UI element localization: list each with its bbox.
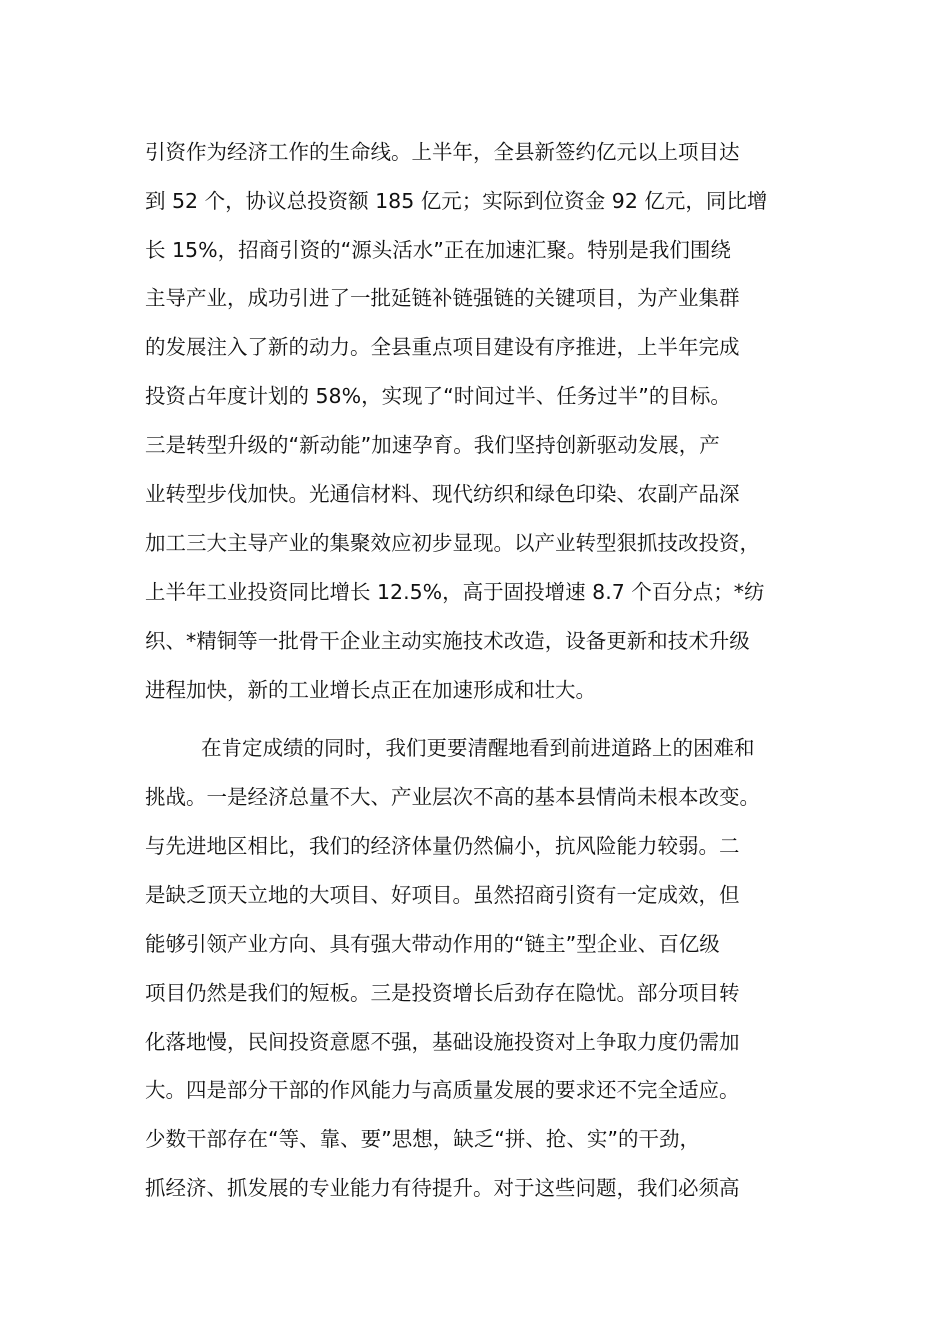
paragraph-2-line-1: 在肯定成绩的同时，我们更要清醒地看到前进道路上的困难和 xyxy=(201,736,755,760)
paragraph-2-line-6: 项目仍然是我们的短板。三是投资增长后劲存在隐忧。部分项目转 xyxy=(145,981,740,1005)
paragraph-1-line-12: 进程加快，新的工业增长点正在加速形成和壮大。 xyxy=(145,678,596,702)
paragraph-1-line-8: 业转型步伐加快。光通信材料、现代纺织和绿色印染、农副产品深 xyxy=(145,482,740,506)
paragraph-2-line-8: 大。四是部分干部的作风能力与高质量发展的要求还不完全适应。 xyxy=(145,1078,740,1102)
paragraph-1-line-11: 织、*精铜等一批骨干企业主动实施技术改造，设备更新和技术升级 xyxy=(145,629,750,653)
paragraph-1-line-3: 长 15%，招商引资的“源头活水”正在加速汇聚。特别是我们围绕 xyxy=(145,238,731,262)
paragraph-1-line-1: 引资作为经济工作的生命线。上半年，全县新签约亿元以上项目达 xyxy=(145,140,740,164)
paragraph-1-line-4: 主导产业，成功引进了一批延链补链强链的关键项目，为产业集群 xyxy=(145,286,740,310)
paragraph-2-line-2: 挑战。一是经济总量不大、产业层次不高的基本县情尚未根本改变。 xyxy=(145,785,760,809)
paragraph-2-line-10: 抓经济、抓发展的专业能力有待提升。对于这些问题，我们必须高 xyxy=(145,1176,740,1200)
paragraph-2-line-7: 化落地慢，民间投资意愿不强，基础设施投资对上争取力度仍需加 xyxy=(145,1030,740,1054)
paragraph-1-line-7: 三是转型升级的“新动能”加速孕育。我们坚持创新驱动发展，产 xyxy=(145,433,720,457)
paragraph-1-line-2: 到 52 个，协议总投资额 185 亿元；实际到位资金 92 亿元，同比增 xyxy=(145,189,768,213)
paragraph-2-line-5: 能够引领产业方向、具有强大带动作用的“链主”型企业、百亿级 xyxy=(145,932,720,956)
paragraph-1-line-9: 加工三大主导产业的集聚效应初步显现。以产业转型狠抓技改投资， xyxy=(145,531,760,555)
paragraph-1-line-5: 的发展注入了新的动力。全县重点项目建设有序推进，上半年完成 xyxy=(145,335,740,359)
paragraph-1-line-10: 上半年工业投资同比增长 12.5%，高于固投增速 8.7 个百分点；*纺 xyxy=(145,580,765,604)
paragraph-1-line-6: 投资占年度计划的 58%，实现了“时间过半、任务过半”的目标。 xyxy=(145,384,731,408)
paragraph-2-line-9: 少数干部存在“等、靠、要”思想，缺乏“拼、抢、实”的干劲， xyxy=(145,1127,700,1151)
paragraph-2-line-3: 与先进地区相比，我们的经济体量仍然偏小，抗风险能力较弱。二 xyxy=(145,834,740,858)
paragraph-2-line-4: 是缺乏顶天立地的大项目、好项目。虽然招商引资有一定成效，但 xyxy=(145,883,740,907)
